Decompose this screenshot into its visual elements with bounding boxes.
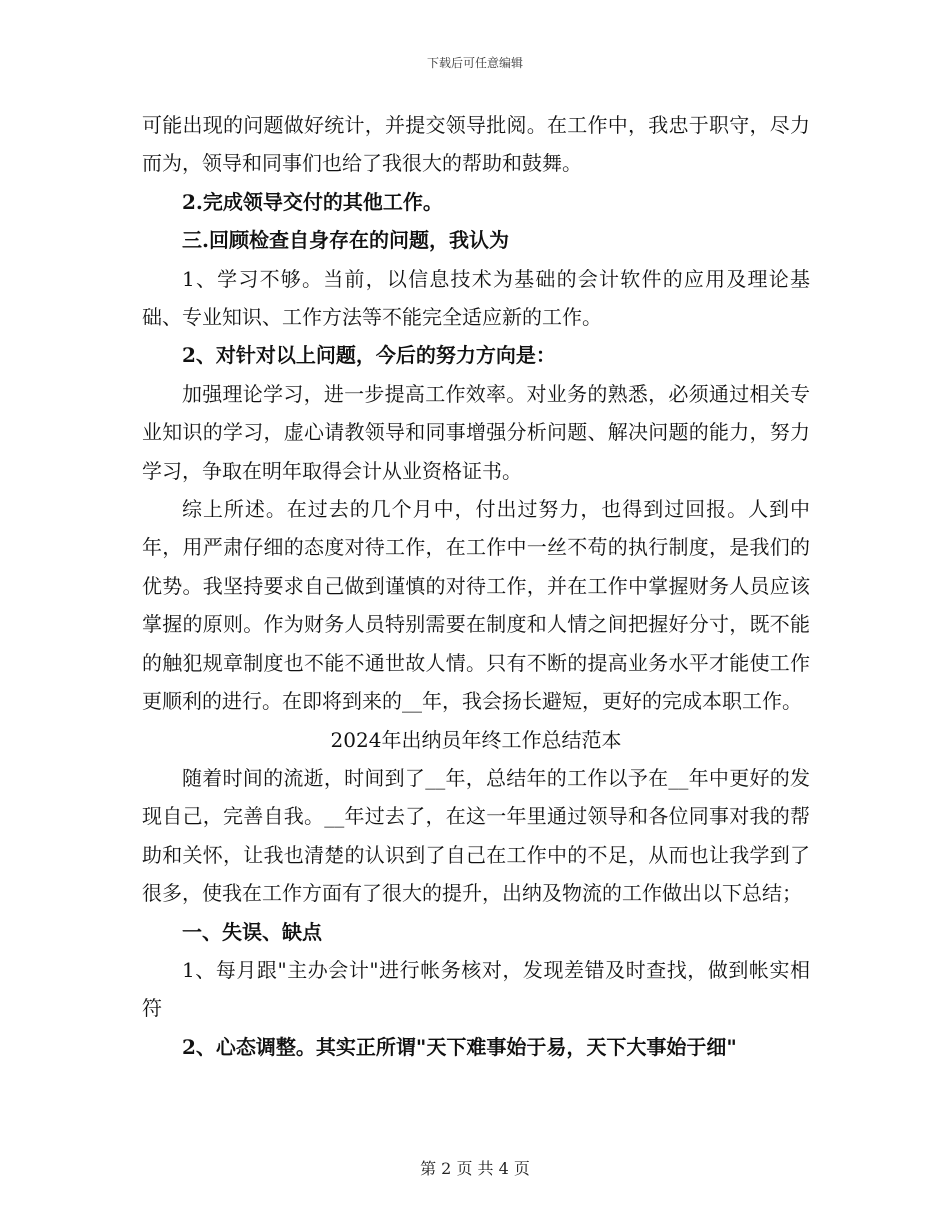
paragraph: 加强理论学习，进一步提高工作效率。对业务的熟悉，必须通过相关专业知识的学习，虚心请教领导和同事增强分析问题、解决问题的能力，努力学习，争取在明年取得会计从业资格证书。 (142, 381, 810, 483)
document-title: 2024年出纳员年终工作总结范本 (330, 727, 622, 752)
paragraph: 综上所述。在过去的几个月中，付出过努力，也得到过回报。人到中年，用严肃仔细的态度对待工作，在工作中一丝不苟的执行制度，是我们的优势。我坚持要求自己做到谨慎的对待工作，并在工作中掌握财务人员应该掌握的原则。作为财务人员特别需要在制度和人情之间把握好分寸，既不能的触犯规章制度也不能不通世故人情。只有不断的提高业务水平才能使工作更顺利的进行。在即将到来的__年，我会扬长避短，更好的完成本职工作。 (142, 497, 810, 714)
page-header-note: 下载后可任意编辑 (426, 56, 523, 70)
paragraph: 可能出现的问题做好统计，并提交领导批阅。在工作中，我忠于职守，尽力而为，领导和同事们也给了我很大的帮助和鼓舞。 (142, 113, 810, 176)
page-number: 第 2 页 共 4 页 (420, 1159, 530, 1178)
section-heading: 2、对针对以上问题，今后的努力方向是： (182, 343, 556, 368)
paragraph: 1、学习不够。当前，以信息技术为基础的会计软件的应用及理论基础、专业知识、工作方法等不能完全适应新的工作。 (142, 266, 810, 330)
paragraph: 随着时间的流逝，时间到了__年，总结年的工作以予在__年中更好的发现自己，完善自我。__年过去了，在这一年里通过领导和各位同事对我的帮助和关怀，让我也清楚的认识到了自己在工作中的不足，从而也让我学到了很多，使我在工作方面有了很大的提升，出纳及物流的工作做出以下总结； (142, 765, 810, 906)
section-heading: 三.回顾检查自身存在的问题，我认为 (182, 228, 509, 253)
section-heading: 2.完成领导交付的其他工作。 (182, 189, 443, 214)
document-body (142, 106, 810, 1066)
section-heading: 一、失误、缺点 (182, 919, 322, 944)
section-heading: 2、心态调整。其实正所谓"天下难事始于易，天下大事始于细" (182, 1034, 737, 1059)
paragraph: 1、每月跟"主办会计"进行帐务核对，发现差错及时查找，做到帐实相符 (142, 957, 810, 1021)
